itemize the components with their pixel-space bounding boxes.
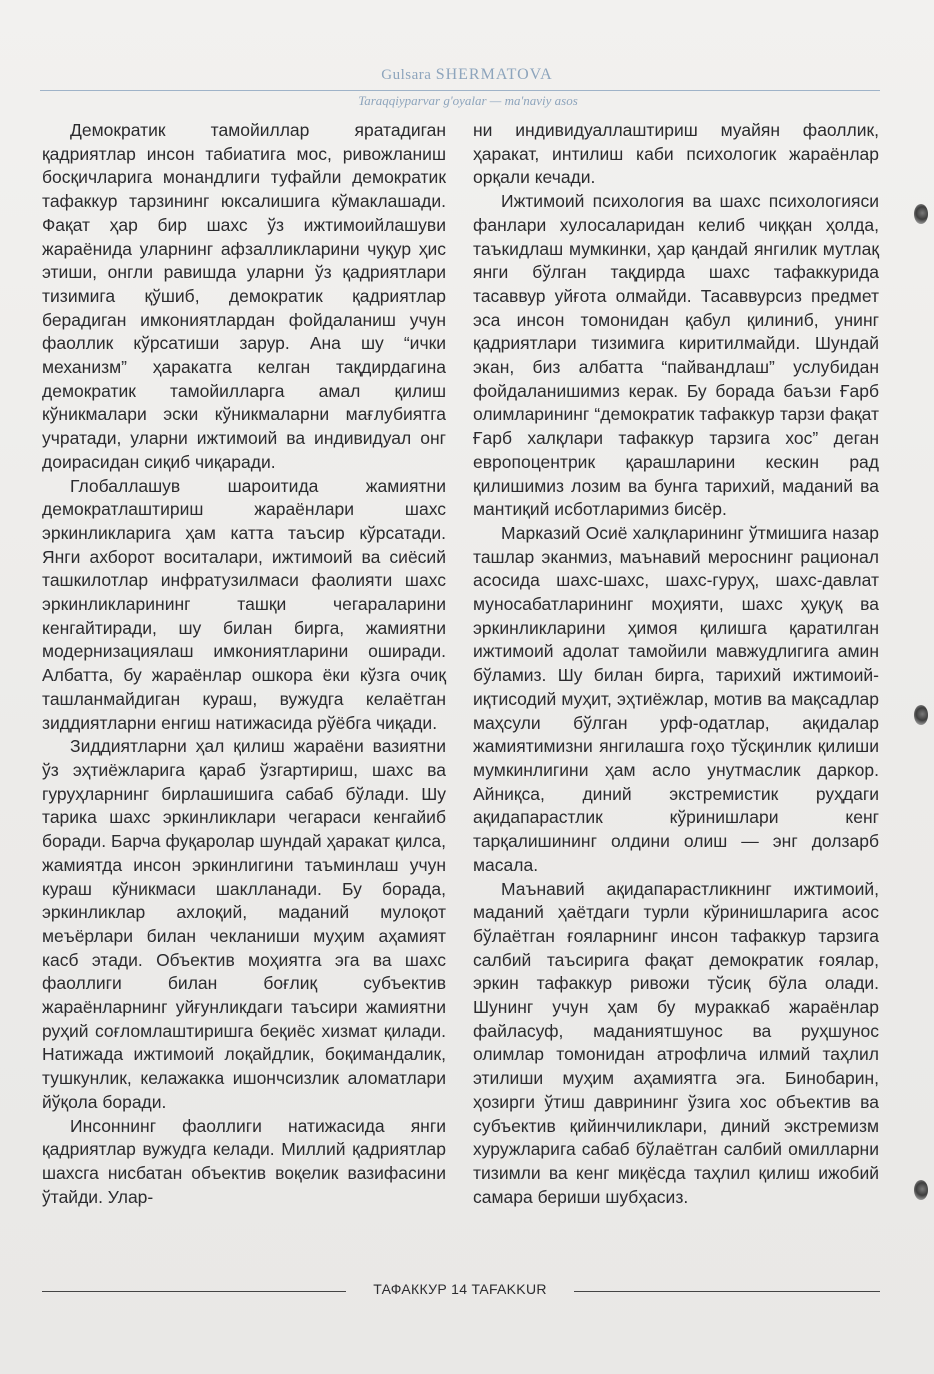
- binding-hole-icon: [914, 204, 928, 224]
- running-header-author: [0, 66, 934, 84]
- paragraph: Зиддиятларни ҳал қилиш жараёни вазиятни ўз эҳтиёжларига қараб ўзгартириш, шахс ва гуруҳларнинг бирлашишига сабаб бўлади. Шу тарика шахс эркинликлари чегараси кенгайиб боради. Барча фуқаролар шундай ҳаракат қилса, жамиятда инсон эркинлигини таъминлаш учун кураш кўникмаси шаклланади. Бу борада, эркинликлар ахлоқий, маданий мулоқот меъёрлари билан чекланиши муҳим аҳамият касб этади. Объектив моҳиятга эга ва шахс фаоллиги билан боғлиқ субъектив жараёнларнинг уйғунликдаги таъсири жамиятни руҳий соғломлаштиришга беқиёс хизмат қилади. Натижада ижтимоий лоқайдлик, боқимандалик, тушкунлик, келажакка ишончсизлик аломатлари йўқола боради.: [42, 736, 446, 1112]
- author-last-name: SHERMATOVA: [435, 66, 553, 83]
- running-header-subtitle: Taraqqiyparvar g'oyalar — ma'naviy asos: [358, 93, 578, 108]
- header-rule: [40, 90, 880, 91]
- left-text-column: [42, 119, 446, 1209]
- right-text-column: [473, 119, 879, 1209]
- footer-rule-left: [42, 1291, 346, 1292]
- paragraph: Демократик тамойиллар яратадиган қадриятлар инсон табиатига мос, ривожланиш босқичларига монандлиги туфайли демократик тафаккур тарзининг юксалишига кўмаклашади. Фақат ҳар бир шахс ўз ижтимоийлашуви жараёнида уларнинг афзалликларини чуқур ҳис этиши, онгли равишда уларни ўз қадриятлари тизимига қўшиб, демократик қадриятлар берадиган имкониятлардан фойдаланиш учун фаоллик кўрсатиши зарур. Ана шу “ички механизм” ҳаракатга келган тақдирдагина демократик тамойилларга амал қилиш кўникмалари эски кўникмаларни мағлубиятга учратади, уларни ижтимоий ва индивидуал онг доирасидан сиқиб чиқаради.: [42, 120, 446, 472]
- paragraph: Марказий Осиё халқларининг ўтмишига назар ташлар эканмиз, маънавий мероснинг рационал асосида шахс-шахс, шахс-гуруҳ, шахс-давлат муносабатларининг моҳияти, шахс ҳуқуқ ва эркинликларини ҳимоя қилишга қаратилган ижтимоий адолат тамойили мавжудлигига амин бўламиз. Шу билан бирга, тарихий ижтимоий-иқтисодий муҳит, эҳтиёжлар, мотив ва мақсадлар маҳсули бўлган урф-одатлар, ақидалар жамиятимизни янгилашга гоҳо тўсқинлик қилиши мумкинлигини ҳам асло унутмаслик даркор. Айниқса, диний экстремистик руҳдаги ақидапарастлик кўринишлари кенг тарқалишининг олдини олиш — энг долзарб масала.: [473, 522, 879, 875]
- author-first-name: Gulsara: [381, 67, 432, 83]
- paragraph: Ижтимоий психология ва шахс психологияси фанлари хулосаларидан келиб чиққан ҳолда, таъкидлаш мумкинки, ҳар қандай янгилик мутлақ янги бўлган тақдирда шахс тафаккурида тасаввур уйғота олмайди. Тасаввурсиз предмет эса инсон томонидан қабул қилиниб, унинг қадриятлари тизимига киритилмайди. Шундай экан, биз албатта “пайвандлаш” услубидан фойдаланишимиз керак. Бу борада баъзи Ғарб олимларининг “демократик тафаккур тарзи фақат Ғарб халқлари тафаккур тарзига хос” деган европоцентрик қарашларини кескин рад қилишимиз лозим ва бунга тарихий, маданий ва мантиқий исботларимиз бисёр.: [473, 191, 879, 520]
- paragraph: Маънавий ақидапарастликнинг ижтимоий, маданий ҳаётдаги турли кўринишларига асос бўлаётган ғояларнинг инсон тафаккур тарзига салбий таъсирига фақат демократик ғоялар, эркин тафаккур ривожи тўсиқ бўла олади. Шунинг учун ҳам бу мураккаб жараёнлар файласуф, маданиятшунос ва руҳшунос олимлар томонидан атрофлича илмий таҳлил этилиши муҳим аҳамиятга эга. Бинобарин, ҳозирги ўтиш даврининг ўзига хос объектив ва субъектив қийинчиликлари, диний экстремизм хуружларига сабаб бўлаётган салбий омилларни тизимли ва кенг миқёсда таҳлил қилиш ижобий самара бериши шубҳасиз.: [473, 878, 879, 1207]
- footer-rule-right: [574, 1291, 880, 1292]
- paragraph-continued: ни индивидуаллаштириш муайян фаоллик, ҳаракат, интилиш каби психологик жараёнлар орқали кечади.: [473, 120, 879, 188]
- paragraph: Глобаллашув шароитида жамиятни демократлаштириш жараёнлари шахс эркинликларига ҳам катта таъсир кўрсатади. Янги ахборот воситалари, ижтимоий ва сиёсий ташкилотлар инфратузилмаси фаолияти шахс эркинликларининг ташқи чегараларини кенгайтиради, шу билан бирга, жамиятни модернизациялаш имкониятларини оширади. Албатта, бу жараёнлар ошкора ёки кўзга очиқ ташланмайдиган кураш, вужудга келаётган зиддиятларни енгиш натижасида рўёбга чиқади.: [42, 475, 446, 733]
- paragraph: Инсоннинг фаоллиги натижасида янги қадриятлар вужудга келади. Миллий қадриятлар шахсга нисбатан объектив воқелик вазифасини ўтайди. Улар-: [42, 1115, 446, 1207]
- binding-hole-icon: [914, 705, 928, 725]
- binding-hole-icon: [914, 1180, 928, 1200]
- page-footer: ТАФАККУР 14 TAFAKKUR: [373, 1281, 547, 1297]
